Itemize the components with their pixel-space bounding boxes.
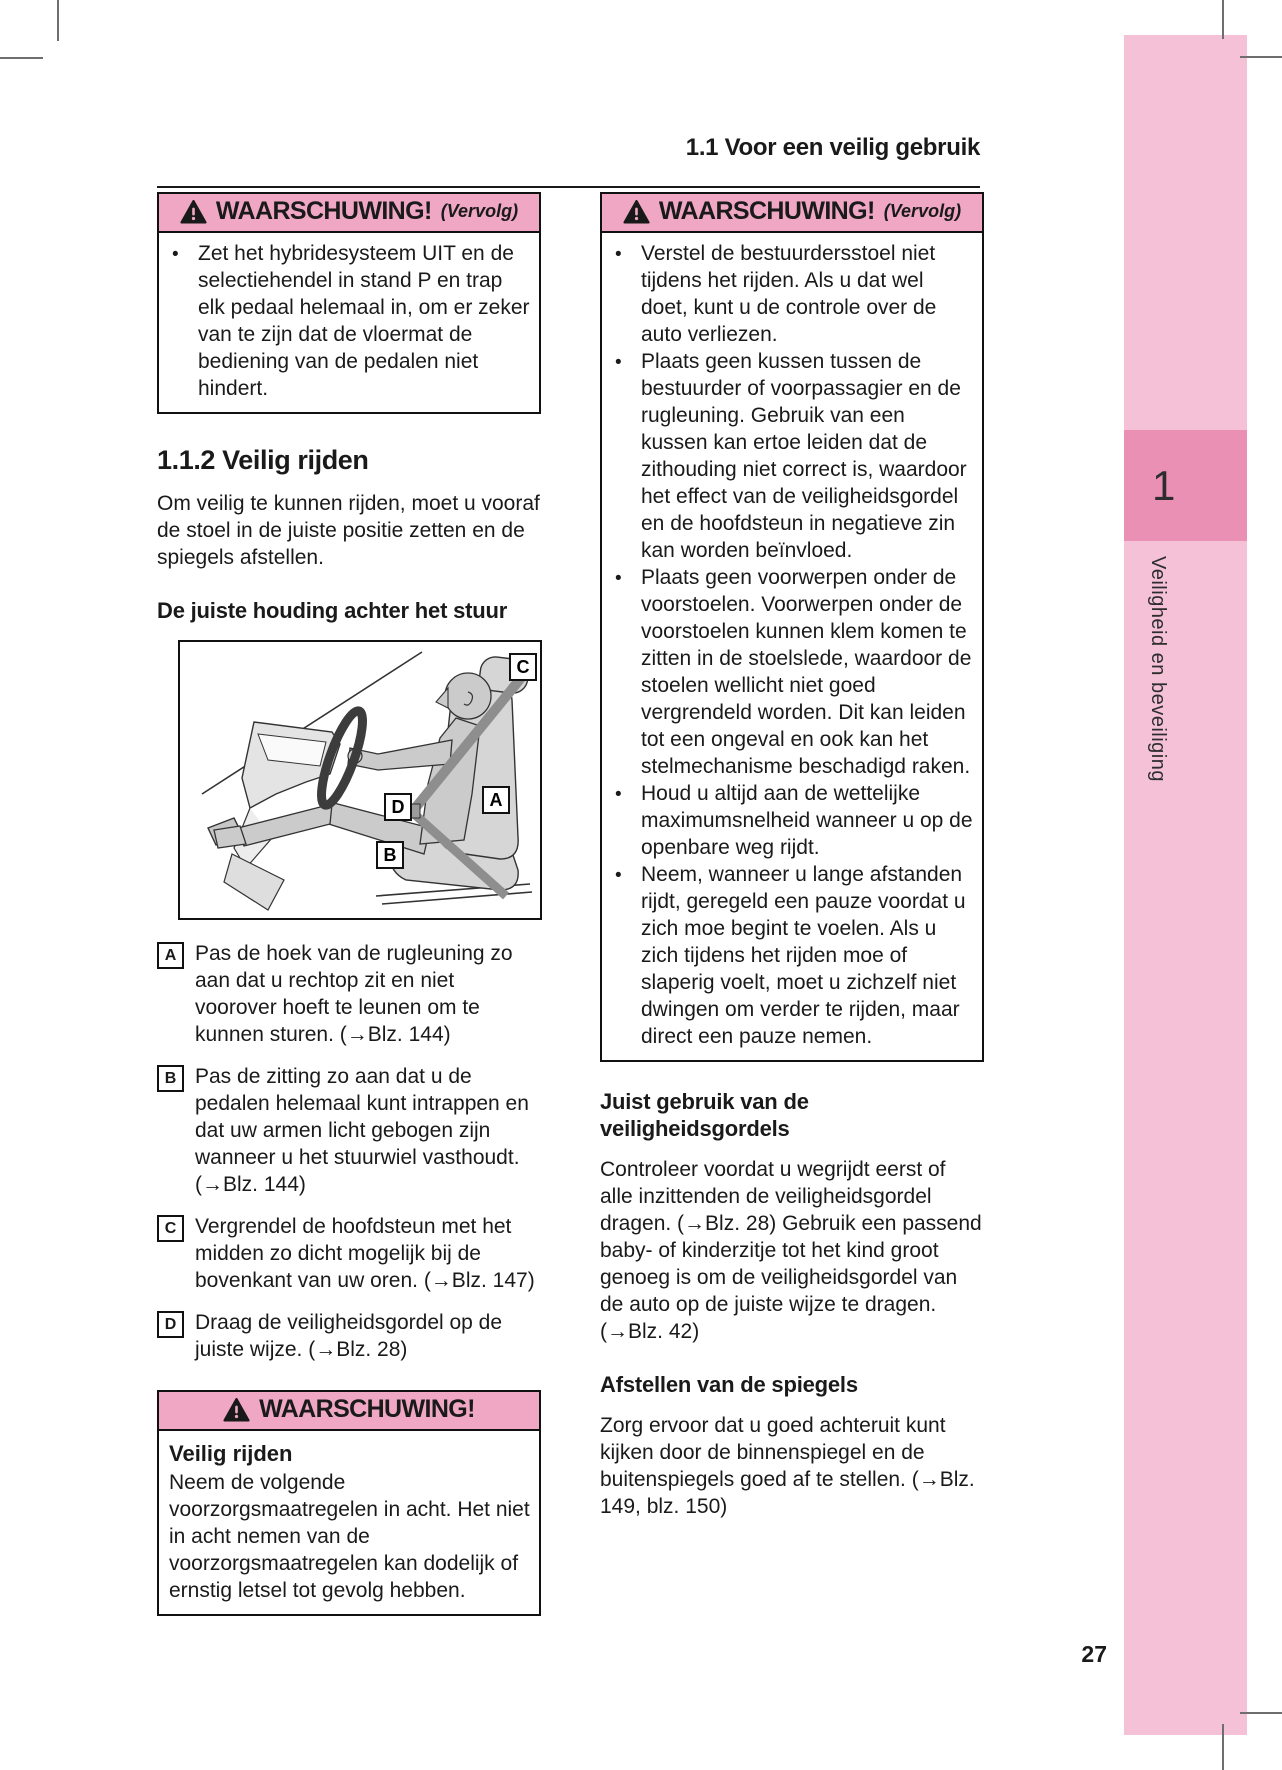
crop-mark-top-left-v bbox=[57, 0, 59, 41]
paragraph-mirrors: Zorg ervoor dat u goed achteruit kunt kijken door de binnenspiegel en de buitenspiegels goed af te stellen. (→Blz. 149, blz. 150) bbox=[600, 1414, 975, 1518]
driving-posture-illustration bbox=[180, 642, 540, 918]
bullet-marker bbox=[610, 564, 641, 780]
bullet-marker bbox=[610, 861, 641, 1050]
item-text: Vergrendel de hoofdsteun met het midden zo dicht mogelijk bij de bovenkant van uw oren. (→Blz. 147) bbox=[195, 1215, 535, 1292]
driver-head bbox=[445, 673, 491, 719]
warning-bullet-text: Houd u altijd aan de wettelijke maximumsnelheid wanneer u op de openbare weg rijdt. bbox=[641, 782, 973, 859]
item-letter-box: A bbox=[157, 942, 184, 969]
warning-box-continued-left bbox=[157, 192, 541, 414]
warning-header bbox=[602, 194, 982, 233]
list-item-c bbox=[157, 1213, 541, 1294]
item-text: Draag de veiligheidsgordel op de juiste wijze. (→Blz. 28) bbox=[195, 1311, 503, 1361]
warning-triangle-icon bbox=[180, 200, 207, 224]
warning-continued-label: (Vervolg) bbox=[883, 201, 962, 221]
warning-bullet bbox=[610, 564, 974, 780]
bullet-marker bbox=[610, 348, 641, 564]
figure-label-a: A bbox=[489, 790, 503, 810]
page-number: 27 bbox=[1081, 1641, 1107, 1667]
warning-title: WAARSCHUWING! bbox=[215, 197, 432, 225]
crop-mark-top-right-h bbox=[1240, 56, 1282, 58]
chapter-tab bbox=[1124, 430, 1247, 541]
warning-title: WAARSCHUWING! bbox=[658, 197, 875, 225]
subheading-seatbelts: Juist gebruik van de veiligheidsgordels bbox=[600, 1089, 809, 1141]
figure-label-b: B bbox=[383, 845, 397, 865]
list-item-b bbox=[157, 1063, 541, 1198]
driver-arm bbox=[348, 740, 452, 770]
item-letter-box: D bbox=[157, 1311, 184, 1338]
warning-header bbox=[159, 194, 539, 233]
foot-rest bbox=[224, 854, 284, 910]
list-item-d bbox=[157, 1309, 541, 1363]
warning-box-continued-right bbox=[600, 192, 984, 1062]
warning-body bbox=[159, 233, 539, 412]
warning-header bbox=[159, 1392, 539, 1431]
warning-bullet-text: Verstel de bestuurdersstoel niet tijdens het rijden. Als u dat wel doet, kunt u de controle over de auto verliezen. bbox=[641, 242, 937, 346]
figure-label-d: D bbox=[391, 797, 405, 817]
running-header: 1.1 Voor een veilig gebruik bbox=[685, 134, 980, 161]
warning-continued-label: (Vervolg) bbox=[440, 201, 519, 221]
warning-box-safe-driving bbox=[157, 1390, 541, 1616]
sidebar-strip bbox=[1124, 35, 1247, 1735]
crop-mark-bottom-right-h bbox=[1240, 1712, 1282, 1714]
right-column bbox=[600, 192, 984, 1536]
chapter-title-vertical: Veiligheid en beveiliging bbox=[1147, 556, 1169, 782]
crop-mark-top-right-v bbox=[1222, 0, 1224, 39]
warning-bullet-text: Plaats geen voorwerpen onder de voorstoelen. Voorwerpen onder de voorstoelen kunnen klem komen te zitten in de stoelslede, waardoor de stoelen wellicht niet goed vergrendeld worden. Dit kan leiden tot een ongeval en ook kan het stelmechanisme beschadigd raken. bbox=[641, 566, 972, 778]
warning-triangle-icon bbox=[223, 1398, 250, 1422]
warning-triangle-icon bbox=[623, 200, 650, 224]
warning-subheading: Veilig rijden bbox=[169, 1441, 293, 1466]
warning-bullet bbox=[610, 861, 974, 1050]
item-text: Pas de zitting zo aan dat u de pedalen helemaal kunt intrappen en dat uw armen licht gebogen zijn wanneer u het stuurwiel vasthoudt. (→Blz. 144) bbox=[195, 1065, 529, 1196]
item-letter-box: B bbox=[157, 1065, 184, 1092]
driver-shin bbox=[238, 804, 332, 846]
chapter-number: 1 bbox=[1152, 461, 1176, 509]
warning-bullet-text: Plaats geen kussen tussen de bestuurder of voorpassagier en de rugleuning. Gebruik van een kussen kan ertoe leiden dat de zithouding niet correct is, waardoor het effect van de veiligheidsgordel en de hoofdsteun in negatieve zin kan worden beïnvloed. bbox=[641, 350, 967, 562]
warning-bullet-text: Zet het hybridesysteem UIT en de selectiehendel in stand P en trap elk pedaal helemaal in, om er zeker van te zijn dat de vloermat de bediening van de pedalen niet hindert. bbox=[198, 242, 530, 400]
intro-paragraph: Om veilig te kunnen rijden, moet u vooraf de stoel in de juiste positie zetten en de spiegels afstellen. bbox=[157, 492, 540, 569]
figure-label-c: C bbox=[516, 657, 530, 677]
warning-title: WAARSCHUWING! bbox=[259, 1395, 475, 1423]
subheading-mirrors: Afstellen van de spiegels bbox=[600, 1372, 858, 1397]
warning-body bbox=[159, 1431, 539, 1614]
driver-foot bbox=[214, 826, 246, 848]
warning-bullet bbox=[167, 240, 531, 402]
item-letter-box: C bbox=[157, 1215, 184, 1242]
crop-mark-top-left-h bbox=[0, 57, 43, 59]
section-heading: 1.1.2 Veilig rijden bbox=[157, 445, 369, 475]
bullet-marker bbox=[610, 240, 641, 348]
bullet-marker bbox=[610, 780, 641, 861]
paragraph-seatbelts: Controleer voordat u wegrijdt eerst of alle inzittenden de veiligheidsgordel dragen. (→Blz. 28) Gebruik een passend baby- of kinderzitje tot het kind groot genoeg is om de veiligheidsgordel van de auto op de juiste wijze te dragen. (→Blz. 42) bbox=[600, 1158, 982, 1343]
driver-nose bbox=[436, 688, 448, 708]
warning-bullet bbox=[610, 240, 974, 348]
bullet-marker bbox=[167, 240, 198, 402]
warning-bullet bbox=[610, 348, 974, 564]
crop-mark-bottom-right-v bbox=[1222, 1724, 1224, 1770]
header-rule bbox=[157, 186, 980, 188]
subheading-posture: De juiste houding achter het stuur bbox=[157, 598, 508, 623]
warning-bullet-text: Neem, wanneer u lange afstanden rijdt, geregeld een pauze voordat u zich moe begint te voelen. Als u zich tijdens het rijden moe of slaperig voelt, moet u zichzelf niet dwingen om verder te rijden, maar direct een pauze nemen. bbox=[641, 863, 966, 1048]
warning-body bbox=[602, 233, 982, 1060]
left-column bbox=[157, 192, 541, 1616]
warning-text: Neem de volgende voorzorgsmaatregelen in acht. Het niet in acht nemen van de voorzorgsmaatregelen kan dodelijk of ernstig letsel tot gevolg hebben. bbox=[169, 1471, 530, 1602]
warning-bullet bbox=[610, 780, 974, 861]
item-text: Pas de hoek van de rugleuning zo aan dat u rechtop zit en niet voorover hoeft te leunen om te kunnen sturen. (→Blz. 144) bbox=[195, 942, 513, 1046]
list-item-a bbox=[157, 940, 541, 1048]
driving-posture-figure bbox=[178, 640, 542, 920]
